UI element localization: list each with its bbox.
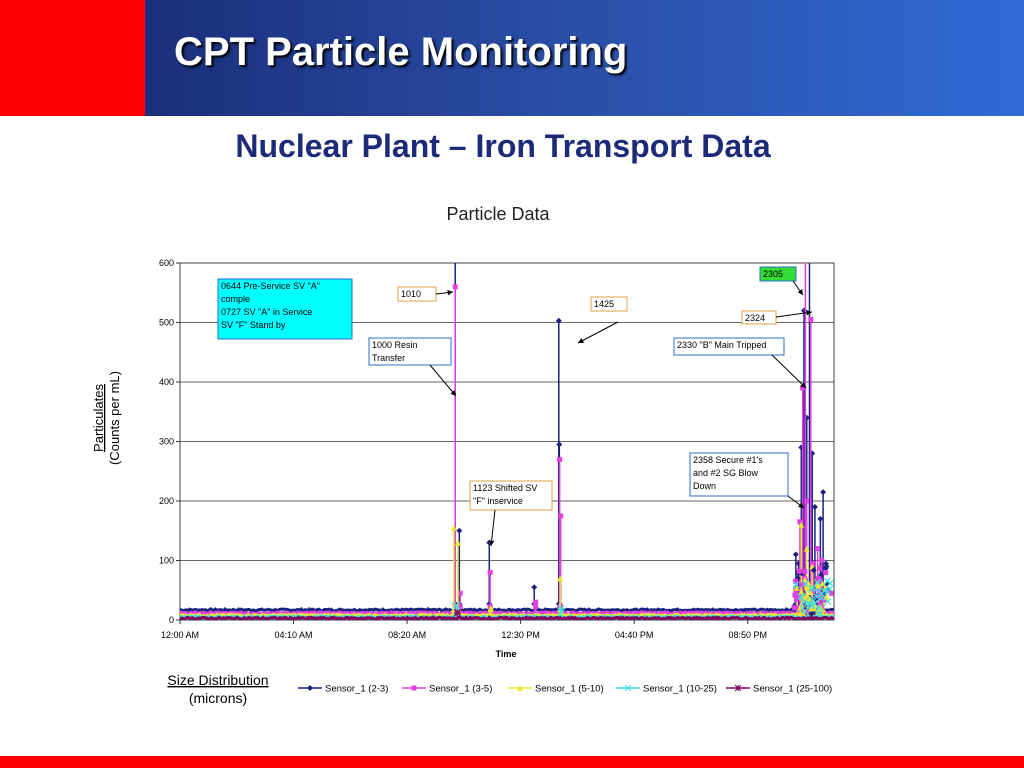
legend-item: [298, 684, 388, 695]
size-distribution-label: [167, 672, 268, 706]
data-point: [533, 600, 538, 605]
legend-label: Sensor_1 (10-25): [643, 683, 717, 695]
y-tick-label: 0: [168, 615, 174, 625]
annotation-text: 1000 Resin: [372, 340, 418, 350]
annotation-text: 2330 "B" Main Tripped: [677, 340, 767, 350]
y-tick-label: 400: [158, 377, 174, 387]
slide-title: CPT Particle Monitoring: [174, 30, 628, 74]
chart-title: Particle Data: [446, 204, 550, 224]
legend-item: [508, 684, 604, 695]
annotation-text: 2358 Secure #1's: [693, 455, 763, 465]
legend-item: [616, 684, 717, 695]
legend-label: Sensor_1 (5-10): [535, 683, 604, 695]
data-point: [823, 570, 828, 575]
data-point: [808, 317, 813, 322]
annotation-text: 0644 Pre-Service SV "A": [221, 281, 320, 291]
x-tick-label: 08:20 AM: [388, 630, 427, 640]
y-tick-label: 300: [158, 436, 174, 447]
data-point: [557, 457, 562, 462]
x-tick-label: 12:00 AM: [160, 630, 200, 640]
data-point: [412, 686, 417, 691]
legend-label: Sensor_1 (25-100): [753, 683, 833, 695]
data-point: [307, 685, 313, 691]
legend-item: [726, 684, 832, 695]
annotation-text: Down: [693, 481, 717, 491]
y-tick-label: 600: [158, 258, 174, 268]
x-tick-label: 12:30 PM: [501, 630, 540, 640]
footer-red-bar: [0, 756, 1024, 768]
annotation-text: 1425: [594, 299, 615, 309]
series-baseline-line: [180, 612, 834, 614]
y-axis-label: [91, 371, 122, 465]
data-point: [558, 513, 563, 518]
data-point: [488, 570, 493, 575]
legend-item: [402, 684, 492, 695]
annotation-text: 2324: [745, 313, 766, 323]
data-point: [454, 609, 460, 615]
data-point: [797, 569, 802, 574]
size-distribution-title: Size Distribution: [167, 672, 269, 688]
legend-label: Sensor_1 (3-5): [429, 683, 493, 695]
annotation-text: 2305: [763, 269, 784, 279]
y-axis-label-line1: Particulates: [91, 384, 106, 452]
data-point: [804, 499, 809, 504]
annotation-text: 0727 SV "A" in Service: [221, 307, 313, 317]
annotation-0644: [218, 279, 352, 339]
x-tick-label: 08:50 PM: [728, 630, 767, 640]
annotation-text: SV "F" Stand by: [221, 320, 286, 330]
subtitle-text: Nuclear Plant – Iron Transport Data: [235, 128, 771, 164]
data-point: [815, 546, 820, 551]
legend: [298, 684, 832, 695]
y-axis-label-line2: (Counts per mL): [107, 371, 122, 465]
data-point: [818, 565, 823, 570]
x-axis-label: Time: [495, 649, 517, 659]
annotation-text: comple: [221, 294, 251, 304]
data-point: [735, 685, 741, 691]
annotation-text: "F" inservice: [473, 496, 523, 506]
annotation-text: 1010: [401, 289, 422, 299]
y-tick-label: 500: [158, 317, 174, 328]
series-baseline-line: [180, 617, 834, 619]
data-point: [819, 558, 824, 563]
y-tick-label: 100: [158, 555, 174, 566]
x-tick-label: 04:40 PM: [614, 630, 654, 640]
y-tick-label: 200: [158, 496, 174, 506]
data-point: [453, 284, 458, 289]
data-point: [533, 604, 538, 609]
legend-label: Sensor_1 (2-3): [325, 683, 389, 695]
annotation-text: Transfer: [372, 353, 406, 363]
data-point: [802, 569, 807, 574]
data-point: [792, 606, 797, 611]
annotation-text: 1123 Shifted SV: [473, 483, 538, 493]
size-distribution-units: (microns): [188, 690, 248, 706]
annotation-text: and #2 SG Blow: [693, 468, 759, 478]
x-tick-label: 04:10 AM: [274, 630, 313, 640]
